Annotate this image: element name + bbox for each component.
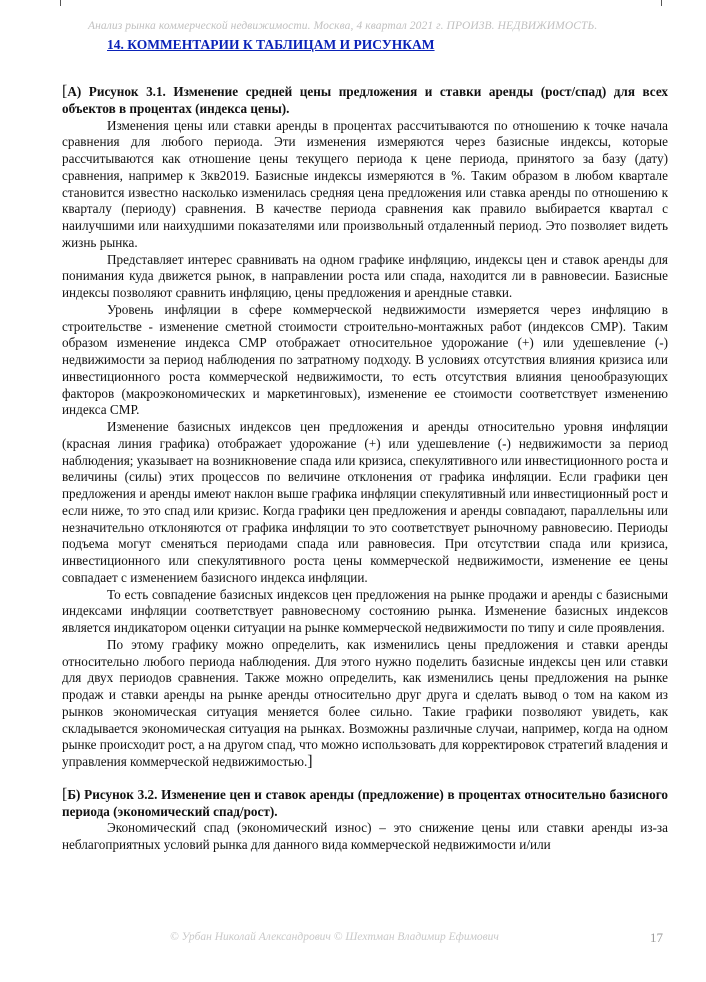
bracket-open-a: [	[62, 83, 68, 100]
paragraph-text: По этому графику можно определить, как изменились цены предложения и ставки аренды относительно любого периода наблюдения. Для этого нужно поделить базисные индексы цен или ставки для двух периодов сравнения. Также можно определить, как изменились цены предложения на рынке продаж и ставки аренды на рынке аренды относительно друг друга и сделать вывод о том на каком из рынков экономическая ситуация меняется более сильно. Такие графики позволяют увидеть, как складывается экономическая ситуация на рынках. Возможны различные случаи, например, когда на одном рынке происходит рост, а на другом спад, что можно использовать для корректировок стратегий владения и управления коммерческой недвижимостью.	[62, 636, 668, 769]
bracket-open-b: [	[62, 785, 68, 803]
footer-authors: © Урбан Николай Александрович © Шехтман Владимир Ефимович	[170, 931, 499, 943]
paragraph: Экономический спад (экономический износ) – это снижение цены или ставки аренды из-за неблагоприятных условий рынка для данного вида коммерческой недвижимости и/или	[62, 820, 668, 852]
section-title-link[interactable]: 14. КОММЕНТАРИИ К ТАБЛИЦАМ И РИСУНКАМ	[107, 37, 435, 52]
page-number: 17	[650, 930, 663, 945]
paragraph-last-a	[62, 637, 668, 771]
paragraph: Уровень инфляции в сфере коммерческой недвижимости измеряется через инфляцию в строительстве - изменение сметной стоимости строительно-монтажных работ (индексов СМР). Таким образом изменение индекса СМР отображает относительное удорожание (+) или удешевление (-) недвижимости за период наблюдения по затратному подходу. В условиях отсутствия влияния кризиса или инвестиционного роста коммерческой недвижимости, то есть отсутствия влияния ценообразующих факторов (макроэкономических и маркетинговых), изменение ее стоимости соответствует изменению индекса СМР.	[62, 301, 668, 418]
figure-heading-a-text: А) Рисунок 3.1. Изменение средней цены предложения и ставки аренды (рост/спад) для всех объектов в процентах (индекса цены).	[62, 84, 668, 116]
paragraph: Изменение базисных индексов цен предложения и аренды относительно уровня инфляции (красная линия графика) отображает удорожание (+) или удешевление (-) недвижимости за период наблюдения; указывает на возникновение спада или кризиса, спекулятивного или инвестиционного роста и величины (силы) этих процессов по величине отклонения от графика инфляции. Если графики цен предложения и аренды имеют наклон выше графика инфляции спекулятивный или инвестиционный рост и если ниже, то это спад или кризис. Когда графики цен предложения и аренды совпадают, параллельны или незначительно отклоняются от графика инфляции то это соответствует рыночному равновесию. Периоды подъема могут сменяться периодами спада или равновесия. При отсутствии спада или кризиса, инвестиционного или спекулятивного роста цены коммерческой недвижимости, изменение ее цены совпадает с изменением базисного индекса инфляции.	[62, 419, 668, 585]
bracket-close-a: ]	[307, 753, 313, 770]
figure-heading-a	[62, 84, 668, 118]
page-content	[62, 84, 668, 854]
figure-heading-b	[62, 787, 668, 821]
page-top-border	[60, 0, 662, 6]
paragraph: Представляет интерес сравнивать на одном графике инфляцию, индексы цен и ставок аренды для понимания куда движется рынок, в направлении роста или спада, находится ли в равновесии. Базисные индексы позволяют сравнить инфляцию, цены предложения и арендные ставки.	[62, 251, 668, 300]
paragraph: Изменения цены или ставки аренды в процентах рассчитываются по отношению к точке начала сравнения для любого периода. Эти изменения измеряются через базисные индексы, которые рассчитываются как отношение цены текущего периода к цене периода, принятого за базу (дату) сравнения, например к 3кв2019. Базисные индексы измеряются в %. Таким образом в любом квартале становится известно насколько изменилась средняя цена предложения или ставка аренды по отношению к кварталу (периоду) сравнения. В качестве периода сравнения как правило выбирается квартал с наилучшими или наихудшими показателями или произвольный отдаленный период. Это позволяет видеть жизнь рынка.	[62, 117, 668, 250]
running-header: Анализ рынка коммерческой недвижимости. Москва, 4 квартал 2021 г. ПРОИЗВ. НЕДВИЖИМОСТЬ.	[88, 20, 598, 32]
paragraph: То есть совпадение базисных индексов цен предложения на рынке продажи и аренды с базисными индексами инфляции соответствует равновесному состоянию рынка. Изменение базисных индексов является индикатором оценки ситуации на рынке коммерческой недвижимости по типу и силе проявления.	[62, 586, 668, 635]
figure-heading-b-text: Б) Рисунок 3.2. Изменение цен и ставок аренды (предложение) в процентах относительно базисного периода (экономический спад/рост).	[62, 786, 668, 819]
